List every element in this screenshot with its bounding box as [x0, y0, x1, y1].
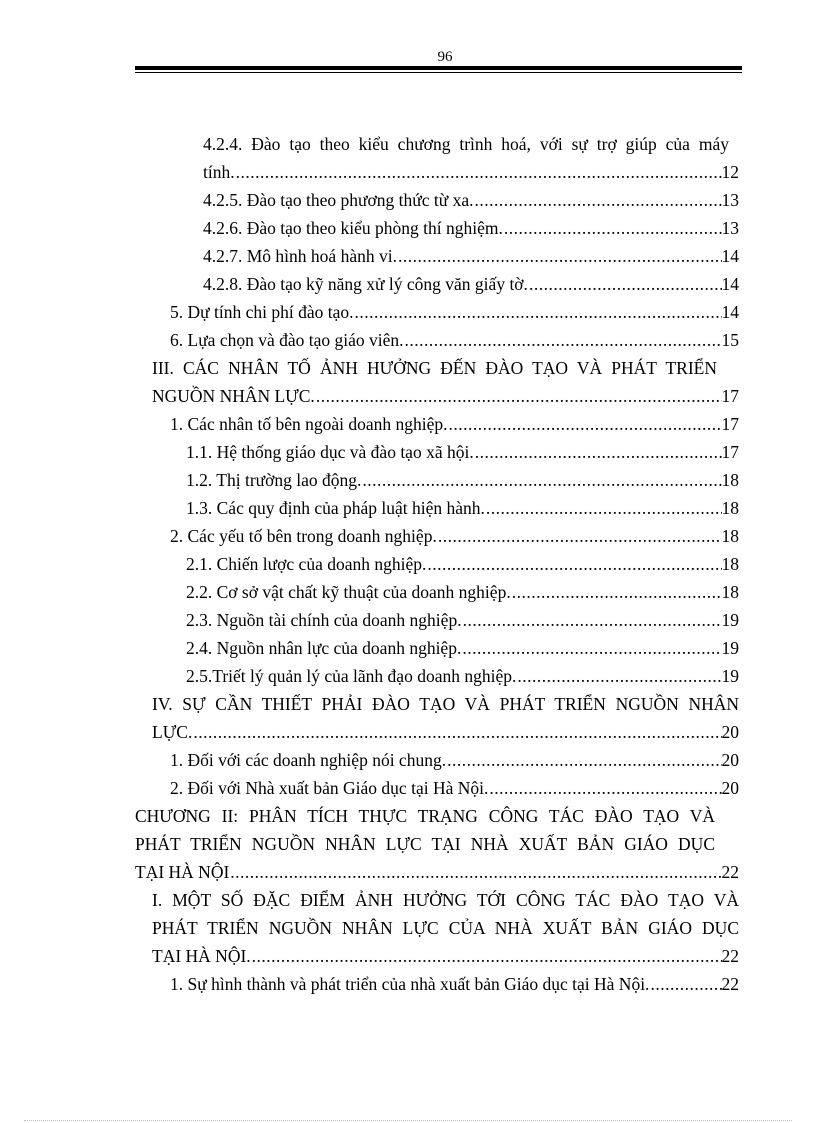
toc-leader [512, 579, 722, 605]
toc-entry [0, 467, 816, 493]
page-bottom-border [24, 1120, 792, 1121]
toc-entry-page: 17 [721, 386, 739, 406]
toc-entry [0, 271, 816, 297]
toc-entry [0, 831, 816, 857]
toc-entry [0, 327, 816, 353]
toc-entry [0, 383, 816, 409]
toc-leader [462, 635, 721, 661]
toc-entry [0, 159, 816, 185]
toc-entry [0, 411, 816, 437]
toc-entry-title: 1.2. Thị trường lao động. [186, 470, 362, 490]
toc-entry [0, 551, 816, 577]
toc-entry-page: 15 [721, 330, 739, 350]
toc-entry-page: 14 [721, 302, 739, 322]
toc-entry [0, 691, 816, 717]
toc-entry-title: 1.3. Các quy định của pháp luật hiện hành. [186, 498, 485, 518]
toc-entry [0, 187, 816, 213]
header-rule-thick [135, 66, 742, 70]
toc-entry-page: 18 [721, 470, 739, 490]
toc-leader [486, 495, 722, 521]
toc-leader [193, 719, 721, 745]
toc-entry-title: I. MỘT SỐ ĐẶC ĐIỂM ẢNH HƯỞNG TỚI CÔNG TÁC ĐÀO TẠO VÀ [152, 890, 739, 910]
toc-entry-title: IV. SỰ CẦN THIẾT PHẢI ĐÀO TẠO VÀ PHÁT TRIỂN NGUỒN NHÂN [152, 694, 739, 714]
toc-entry [0, 943, 816, 969]
toc-entry-title: 2.1. Chiến lược của doanh nghiệp. [186, 554, 427, 574]
toc-entry [0, 971, 816, 997]
toc-leader [427, 551, 721, 577]
toc-leader [504, 215, 722, 241]
toc-entry-title: 2.2. Cơ sở vật chất kỹ thuật của doanh nghiệp. [186, 582, 511, 602]
toc-leader [398, 243, 722, 269]
toc-entry [0, 747, 816, 773]
toc-entry-title: 5. Dự tính chi phí đào tạo. [170, 302, 354, 322]
toc-entry [0, 579, 816, 605]
toc-entry-title: III. CÁC NHÂN TỐ ẢNH HƯỞNG ĐẾN ĐÀO TẠO VÀ PHÁT TRIỂN [152, 358, 717, 378]
toc-entry [0, 299, 816, 325]
toc-entry [0, 663, 816, 689]
toc-entry-page: 17 [721, 414, 739, 434]
toc-entry [0, 915, 816, 941]
toc-entry-page: 18 [721, 526, 739, 546]
toc-leader [475, 187, 722, 213]
toc-entry [0, 355, 816, 381]
toc-entry-page: 22 [721, 946, 739, 966]
toc-entry-page: 20 [721, 722, 739, 742]
toc-entry-title: 4.2.4. Đào tạo theo kiểu chương trình hoá, với sự trợ giúp của máy [203, 134, 729, 154]
toc-leader [236, 159, 722, 185]
toc-entry-title: 1. Các nhân tố bên ngoài doanh nghiệp. [170, 414, 448, 434]
toc-leader [316, 383, 722, 409]
toc-entry [0, 243, 816, 269]
toc-entry-page: 13 [721, 218, 739, 238]
toc-entry [0, 887, 816, 913]
toc-entry-page: 19 [721, 638, 739, 658]
toc-leader [362, 467, 721, 493]
toc-entry [0, 439, 816, 465]
toc-entry [0, 803, 816, 829]
toc-entry-title: 4.2.6. Đào tạo theo kiểu phòng thí nghiệm. [203, 218, 503, 238]
toc-entry [0, 607, 816, 633]
page-number: 96 [437, 49, 453, 65]
toc-entry [0, 859, 816, 885]
toc-entry-page: 20 [721, 778, 739, 798]
toc-entry-title: PHÁT TRIỂN NGUỒN NHÂN LỰC TẠI NHÀ XUẤT BẢN GIÁO DỤC [135, 834, 715, 854]
toc-entry-page: 14 [721, 274, 739, 294]
toc-entry-page: 22 [721, 974, 739, 994]
toc-leader [475, 439, 722, 465]
toc-entry-title: 1. Sự hình thành và phát triển của nhà xuất bản Giáo dục tại Hà Nội. [170, 974, 650, 994]
toc-entry-title: TẠI HÀ NỘI. [152, 946, 251, 966]
toc-leader [230, 859, 721, 885]
toc-entry-page: 18 [721, 554, 739, 574]
toc-leader [489, 775, 721, 801]
toc-entry-title: 2. Các yếu tố bên trong doanh nghiệp. [170, 526, 437, 546]
toc-leader [405, 327, 722, 353]
toc-leader [529, 271, 722, 297]
toc-entry-title: TẠI HÀ NỘI [135, 862, 230, 882]
toc-entry [0, 523, 816, 549]
toc-leader [650, 971, 721, 997]
toc-leader [355, 299, 722, 325]
toc-leader [447, 747, 721, 773]
toc-entry [0, 131, 816, 157]
toc-entry-page: 18 [721, 582, 739, 602]
toc-entry-page: 17 [721, 442, 739, 462]
toc-entry-title: 2.3. Nguồn tài chính của doanh nghiệp. [186, 610, 462, 630]
toc-entry [0, 215, 816, 241]
toc-leader [438, 523, 722, 549]
toc-leader [449, 411, 722, 437]
header-rule-thin [135, 72, 742, 73]
toc-entry-title: tính. [203, 162, 235, 182]
toc-entry [0, 719, 816, 745]
toc-entry [0, 635, 816, 661]
toc-entry-page: 14 [721, 246, 739, 266]
toc-entry-title: NGUỒN NHÂN LỰC. [152, 386, 315, 406]
toc-entry-page: 13 [721, 190, 739, 210]
toc-entry [0, 495, 816, 521]
toc-entry-title: 6. Lựa chọn và đào tạo giáo viên. [170, 330, 404, 350]
toc-entry-title: 2. Đối với Nhà xuất bản Giáo dục tại Hà Nội. [170, 778, 489, 798]
toc-entry-title: LỰC. [152, 722, 193, 742]
toc-entry-page: 12 [721, 162, 739, 182]
toc-entry-page: 19 [721, 610, 739, 630]
toc-entry-title: 1. Đối với các doanh nghiệp nói chung. [170, 750, 447, 770]
toc-entry-title: 2.5.Triết lý quản lý của lãnh đạo doanh nghiệp. [186, 666, 517, 686]
toc-entry-page: 22 [721, 862, 739, 882]
toc-leader [252, 943, 722, 969]
toc-entry-title: 4.2.8. Đào tạo kỹ năng xử lý công văn giấy tờ. [203, 274, 528, 294]
toc-leader [517, 663, 721, 689]
toc-entry-page: 20 [721, 750, 739, 770]
toc-entry-title: 4.2.7. Mô hình hoá hành vi. [203, 246, 397, 266]
toc-entry-title: PHÁT TRIỂN NGUỒN NHÂN LỰC CỦA NHÀ XUẤT BẢN GIÁO DỤC [152, 918, 739, 938]
toc-entry-title: 1.1. Hệ thống giáo dục và đào tạo xã hội. [186, 442, 474, 462]
toc-entry-page: 18 [721, 498, 739, 518]
toc-entry-title: 2.4. Nguồn nhân lực của doanh nghiệp. [186, 638, 462, 658]
toc-entry-page: 19 [721, 666, 739, 686]
toc-entry [0, 775, 816, 801]
toc-entry-title: CHƯƠNG II: PHÂN TÍCH THỰC TRẠNG CÔNG TÁC ĐÀO TẠO VÀ [135, 806, 715, 826]
toc-entry-title: 4.2.5. Đào tạo theo phương thức từ xa. [203, 190, 474, 210]
toc-leader [463, 607, 722, 633]
